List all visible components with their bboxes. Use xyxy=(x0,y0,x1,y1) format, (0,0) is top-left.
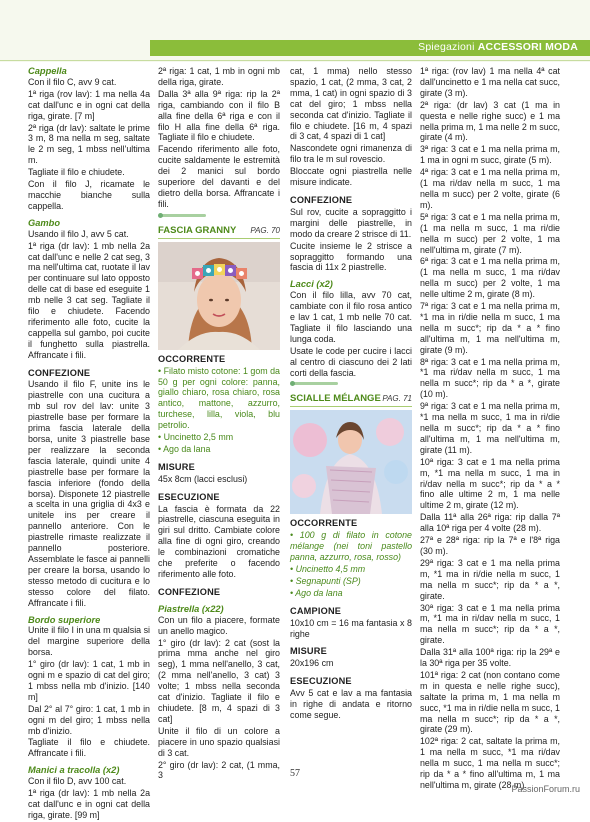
paragraph: 10ª riga: 3 cat e 1 ma nella prima m, *1 ma nella m succ, 1 ma in ri/dav nella m succ*; rip da * a * fino alle ultime 2 m, 1 ma nelle ultime 2 m, girate (12 m). xyxy=(420,456,560,511)
caps-heading: CAMPIONE xyxy=(290,605,342,616)
paragraph: cat, 1 mma) nello stesso spazio, 1 cat, (2 mma, 3 cat, 2 mma, 1 cat) in ogni spazio di 3 cat del giro; 1 mbss nella seconda cat d'inizio. Tagliate il filo e chiudete. [16 m, 4 spazi di 3 cat, 4 spazi di 1 cat] xyxy=(290,66,412,142)
caps-heading: CONFEZIONE xyxy=(290,194,353,205)
supply-item: • Ago da lana xyxy=(158,443,211,454)
caps-heading: CONFEZIONE xyxy=(158,586,221,597)
paragraph: 27ª e 28ª riga: rip la 7ª e l'8ª riga (30 m). xyxy=(420,535,560,556)
paragraph: 1ª riga: (rov lav) 1 ma nella 4ª cat dall'uncinetto e 1 ma nella cat succ, girate (3 m). xyxy=(420,66,560,98)
section-header xyxy=(418,41,578,53)
paragraph: Tagliate il filo e chiudete. Affrancate i fili. xyxy=(28,737,150,759)
paragraph: 2ª riga: (dr lav) 3 cat (1 ma in questa e nelle righe succ) e 1 ma nella prima m, 1 ma nelle 2 m succ, girate (4 m). xyxy=(420,99,560,143)
paragraph: 101ª riga: 2 cat (non contano come m in questa e nelle righe succ), saltate la prima m, 1 ma nella m succ, *1 ma in ri/die nella m succ, 1 ma nella m succ*; rip da * a *, girate (29 m). xyxy=(420,669,560,735)
paragraph: Sul rov, cucite a sopraggitto i margini delle piastrelle, in modo da creare 2 strisce di 11. xyxy=(290,206,412,239)
paragraph: Unite il filo I in una m qualsia si del margine superiore della borsa. xyxy=(28,625,150,658)
supply-item: • 100 g di filato in cotone mélange (nei toni pastello panna, azzurro, rosa, rosso) xyxy=(290,530,412,563)
caps-heading: OCCORRENTE xyxy=(158,353,226,364)
supply-item: • Filato misto cotone: 1 gom da 50 g per ogni colore: panna, giallo chiaro, rosa chiaro, rosa antico, mattone, azzurro, turchese, lilla, viola, blu petrolio. xyxy=(158,365,280,431)
paragraph: Avv 5 cat e lav a ma fantasia in righe di andata e ritorno come segue. xyxy=(290,688,412,720)
paragraph: 9ª riga: 3 cat e 1 ma nella prima m, *1 ma nella m succ, 1 ma in ri/die nella m succ*; rip da * a * fino all'ultima m, 1 ma nell'ultima m, girate (11 m). xyxy=(420,401,560,455)
caps-heading: CONFEZIONE xyxy=(28,367,91,378)
column-4 xyxy=(420,66,560,792)
paragraph: Usate le code per cucire i lacci al centro di ciascuno dei 2 lati corti della fascia. xyxy=(290,345,412,378)
paragraph: 7ª riga: 3 cat e 1 ma nella prima m, *1 ma in ri/die nella m succ, 1 ma nella m succ*; rip da * a * fino all'ultima m, 1 ma nell'ultima m, girate (9 m). xyxy=(420,301,560,355)
headband-photo xyxy=(158,242,280,350)
paragraph: 6ª riga: 3 cat e 1 ma nella prima m, (1 ma nella m succ, 1 ma ri/dav nella m succ) per 2 volte, 1 ma nelle ultime 2 m, girate (8 m). xyxy=(420,256,560,300)
column-1 xyxy=(28,66,150,822)
section-title: ACCESSORI MODA xyxy=(477,41,578,53)
paragraph: 20x196 cm xyxy=(290,658,334,669)
paragraph: 2ª riga (dr lav): saltate le prime 3 m, 8 ma nella m seg, saltate le 2 m seg, 1 mbss nell'ultima m. xyxy=(28,122,150,166)
caps-heading: ESECUZIONE xyxy=(158,491,220,502)
paragraph: Con il filo D, avv 100 cat. xyxy=(28,776,127,787)
paragraph: Con il filo lilla, avv 70 cat, cambiate con il filo rosa antico e lav 1 cat, 1 mb nelle 70 cat. Tagliate il filo lasciando una lunga coda. xyxy=(290,290,412,344)
supply-item: • Uncinetto 2,5 mm xyxy=(158,432,234,443)
paragraph: La fascia è formata da 22 piastrelle, ciascuna eseguita in giri sul dritto. Cambiate colore alla fine di ogni giro, creando le combinazioni cromatiche che preferite o facendo riferimento alle foto. xyxy=(158,503,280,579)
paragraph: Cucite insieme le 2 strisce a sopraggitto formando una fascia di 11x 2 piastrelle. xyxy=(290,240,412,273)
section-heading: Piastrella (x22) xyxy=(158,603,224,614)
scialle-title-row xyxy=(290,394,412,407)
paragraph: Con un filo a piacere, formate un anello magico. xyxy=(158,614,280,636)
paragraph: Bloccate ogni piastrella nelle misure indicate. xyxy=(290,166,412,188)
paragraph: Dalla 3ª alla 9ª riga: rip la 2ª riga, cambiando con il filo B alla fine della 6ª riga e con il filo H alla fine della 6ª riga. Tagliate il filo e chiudete. xyxy=(158,88,280,143)
paragraph: Nascondete ogni rimanenza di filo tra le m sul rovescio. xyxy=(290,143,412,165)
paragraph: Dal 2° al 7° giro: 1 cat, 1 mb in ogni m del giro; 1 mbss nella mb d'inizio. xyxy=(28,703,150,736)
section-heading: Manici a tracolla (x2) xyxy=(28,765,120,776)
paragraph: Unite il filo di un colore a piacere in uno spazio qualsiasi di 3 cat. xyxy=(158,725,280,758)
paragraph: Con il filo J, ricamate le macchie bianche sulla cappella. xyxy=(28,179,150,211)
paragraph: 30ª riga: 3 cat e 1 ma nella prima m, *1 ma in ri/dav nella m succ, 1 ma nella m succ*; rip da * a *, girate. xyxy=(420,602,560,646)
paragraph: Dalla 11ª alla 26ª riga: rip dalla 7ª alla 10ª riga per 4 volte (28 m). xyxy=(420,512,560,534)
scialle-title: SCIALLE MÉLANGE xyxy=(290,393,381,405)
column-3 xyxy=(290,66,412,722)
column-3-bottom xyxy=(290,518,412,721)
paragraph: Usando il filo F, unite ins le piastrelle con una cucitura a mb sul rov del lav: unite 3 piastrelle base per formare la prima fascia laterale della borsa, unite 3 piastrelle base per realizzare la seconda fascia laterale, quindi unite 4 piastrelle base per formare la fascia inferiore (fondo della borsa). Disponete 12 piastrelle a scelta in una griglia di 4x3 e unitele ins per creare il pannello anteriore. Con le piastrelle rimaste realizzate il pannello posteriore. Assemblate le fasce ai pannelli per creare la borsa, usando lo stesso metodo di cucitura e lo stesso colore del filato. Affrancate i fili. xyxy=(28,379,150,608)
fascia-page-ref: PAG. 70 xyxy=(250,225,280,235)
section-heading: Lacci (x2) xyxy=(290,279,333,290)
paragraph: 4ª riga: 3 cat e 1 ma nella prima m, (1 ma ri/dav nella m succ, 1 ma nella m succ) per 2 volte, girate (6 m). xyxy=(420,167,560,210)
supply-item: • Uncinetto 4,5 mm xyxy=(290,564,366,574)
paragraph: 1ª riga (rov lav): 1 ma nella 4a cat dall'unc e in ogni cat della riga, girate. [7 m] xyxy=(28,88,150,121)
caps-heading: ESECUZIONE xyxy=(290,676,352,687)
section-label: Spiegazioni xyxy=(418,41,475,53)
section-heading: Cappella xyxy=(28,66,67,76)
paragraph: 1ª riga (dr lav): 1 mb nella 2a cat dall'unc e in ogni cat della riga, girate. [99 m] xyxy=(28,788,150,820)
crochet-hook-icon-2 xyxy=(290,379,412,388)
header-band xyxy=(0,0,590,62)
column-2 xyxy=(158,66,280,782)
paragraph: 10x10 cm = 16 ma fantasia x 8 righe xyxy=(290,617,412,639)
caps-heading: MISURE xyxy=(158,461,195,472)
supply-item: • Ago da lana xyxy=(290,587,343,598)
fascia-title: FASCIA GRANNY xyxy=(158,224,237,236)
paragraph: 8ª riga: 3 cat e 1 ma nella prima m, *1 ma ri/dav nella m succ, 1 ma nella m succ*; rip da * a *, girate (10 m). xyxy=(420,356,560,400)
section-header-bar xyxy=(150,40,590,56)
scialle-page-ref: PAG. 71 xyxy=(382,394,412,404)
paragraph: 1ª riga (dr lav): 1 mb nella 2a cat dall'unc e nelle 2 cat seg, 3 ma nell'ultima cat, ruotate il lav per continuare sul lato opposto delle cat di base ed eseguite 1 mb nelle 3 cat seg. Tagliate il filo e chiudete. Facendo riferimento alle foto, cucite la cappella sul gambo, poi cucite il funghetto sulla piastrella. Affrancate i fili. xyxy=(28,240,150,360)
paragraph: 3ª riga: 3 cat e 1 ma nella prima m, 1 ma in ogni m succ, girate (5 m). xyxy=(420,144,560,166)
paragraph: 1° giro (dr lav): 2 cat (sost la prima mma anche nel giro seg), 1 mma nell'anello, 3 cat, (2 mma nell'anello, 3 cat) 3 volte; 1 mbss nella seconda cat d'inizio. Tagliate il filo e chiudete. [8 m, 4 spazi di 3 cat] xyxy=(158,637,280,724)
section-heading: Bordo superiore xyxy=(28,614,101,625)
column-2-bottom xyxy=(158,354,280,782)
paragraph: 29ª riga: 3 cat e 1 ma nella prima m, *1 ma in ri/die nella m succ, 1 ma nella m succ*; rip da * a *, girate. xyxy=(420,557,560,601)
paragraph: 2ª riga: 1 cat, 1 mb in ogni mb della riga, girate. xyxy=(158,66,280,87)
watermark: PassionForum.ru xyxy=(511,784,580,794)
paragraph: 102ª riga: 2 cat, saltate la prima m, 1 ma nella m succ, *1 ma ri/dav nella m succ, 1 ma nella m succ*; rip da * a * fino all'ultima m, 1 ma nell'ultima m, girate (28 m). xyxy=(420,736,560,790)
paragraph: Dalla 31ª alla 100ª riga: rip la 29ª e la 30ª riga per 35 volte. xyxy=(420,647,560,669)
fascia-title-row xyxy=(158,226,280,239)
paragraph: 2° giro (dr lav): 2 cat, (1 mma, 3 xyxy=(158,759,280,781)
page-number: 57 xyxy=(290,768,300,779)
header-divider xyxy=(0,60,590,61)
paragraph: Usando il filo J, avv 5 cat. xyxy=(28,228,129,239)
caps-heading: MISURE xyxy=(290,646,327,657)
column-2-top xyxy=(158,66,280,210)
column-3-top xyxy=(290,66,412,378)
supply-item: • Segnapunti (SP) xyxy=(290,575,361,586)
paragraph: 45x 8cm (lacci esclusi) xyxy=(158,473,248,484)
paragraph: Tagliate il filo e chiudete. xyxy=(28,167,125,178)
paragraph: 1° giro (dr lav): 1 cat, 1 mb in ogni m e spazio di cat del giro; 1 mbss nella mb d'inizio. [140 m] xyxy=(28,659,150,702)
crochet-hook-icon xyxy=(158,211,280,220)
paragraph: Facendo riferimento alle foto, cucite saldamente le estremità dei 2 manici sul bordo superiore del davanti e del dietro della borsa. Affrancate i fili. xyxy=(158,144,280,209)
caps-heading: OCCORRENTE xyxy=(290,518,358,529)
paragraph: 5ª riga: 3 cat e 1 ma nella prima m, (1 ma nella m succ, 1 ma ri/die nella m succ) per 2 volte, 1 ma nell'ultima m, girate (7 m). xyxy=(420,211,560,255)
shawl-photo xyxy=(290,410,412,514)
paragraph: Con il filo C, avv 9 cat. xyxy=(28,76,117,87)
section-heading: Gambo xyxy=(28,217,61,228)
